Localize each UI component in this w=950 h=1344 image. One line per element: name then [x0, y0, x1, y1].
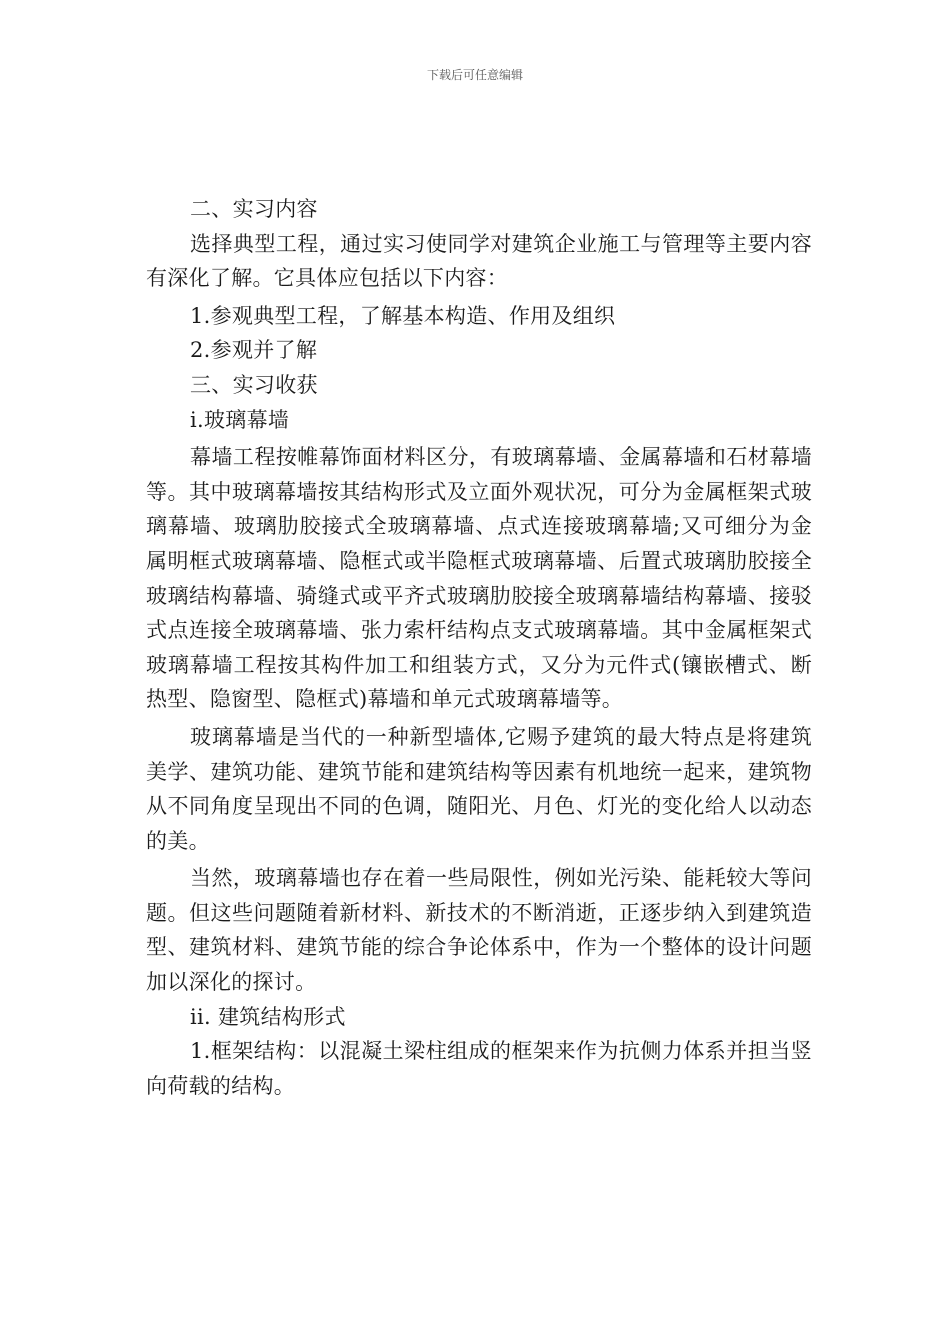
subheading-structure-forms: ii. 建筑结构形式 — [190, 1004, 346, 1029]
list-item-1: 1.参观典型工程，了解基本构造、作用及组织 — [190, 303, 616, 328]
subheading-glass-curtain-wall: i.玻璃幕墙 — [190, 407, 290, 432]
page-header: 下载后可任意编辑 — [426, 68, 523, 82]
paragraph-intro: 选择典型工程，通过实习使同学对建筑企业施工与管理等主要内容有深化了解。它具体应包括以下内容： — [146, 231, 812, 291]
document-body — [146, 192, 812, 1103]
section-heading-content: 二、实习内容 — [190, 197, 318, 221]
paragraph-glass-wall-features: 玻璃幕墙是当代的一种新型墙体,它赐予建筑的最大特点是将建筑美学、建筑功能、建筑节能和建筑结构等因素有机地统一起来，建筑物从不同角度呈现出不同的色调，随阳光、月色、灯光的变化给人以动态的美。 — [146, 724, 812, 853]
list-item-2: 2.参观并了解 — [190, 338, 318, 363]
paragraph-curtain-wall-types: 幕墙工程按帷幕饰面材料区分，有玻璃幕墙、金属幕墙和石材幕墙等。其中玻璃幕墙按其结构形式及立面外观状况，可分为金属框架式玻璃幕墙、玻璃肋胶接式全玻璃幕墙、点式连接玻璃幕墙;又可细分为金属明框式玻璃幕墙、隐框式或半隐框式玻璃幕墙、后置式玻璃肋胶接全玻璃结构幕墙、骑缝式或平齐式玻璃肋胶接全玻璃幕墙结构幕墙、接驳式点连接全玻璃幕墙、张力索杆结构点支式玻璃幕墙。其中金属框架式玻璃幕墙工程按其构件加工和组装方式，又分为元件式(镶嵌槽式、断热型、隐窗型、隐框式)幕墙和单元式玻璃幕墙等。 — [146, 445, 812, 712]
paragraph-frame-structure: 1.框架结构：以混凝土梁柱组成的框架来作为抗侧力体系并担当竖向荷载的结构。 — [146, 1039, 812, 1098]
section-heading-gains: 三、实习收获 — [190, 372, 318, 397]
paragraph-limitations: 当然，玻璃幕墙也存在着一些局限性，例如光污染、能耗较大等问题。但这些问题随着新材料、新技术的不断消逝，正逐步纳入到建筑造型、建筑材料、建筑节能的综合争论体系中，作为一个整体的设计问题加以深化的探讨。 — [146, 866, 812, 995]
